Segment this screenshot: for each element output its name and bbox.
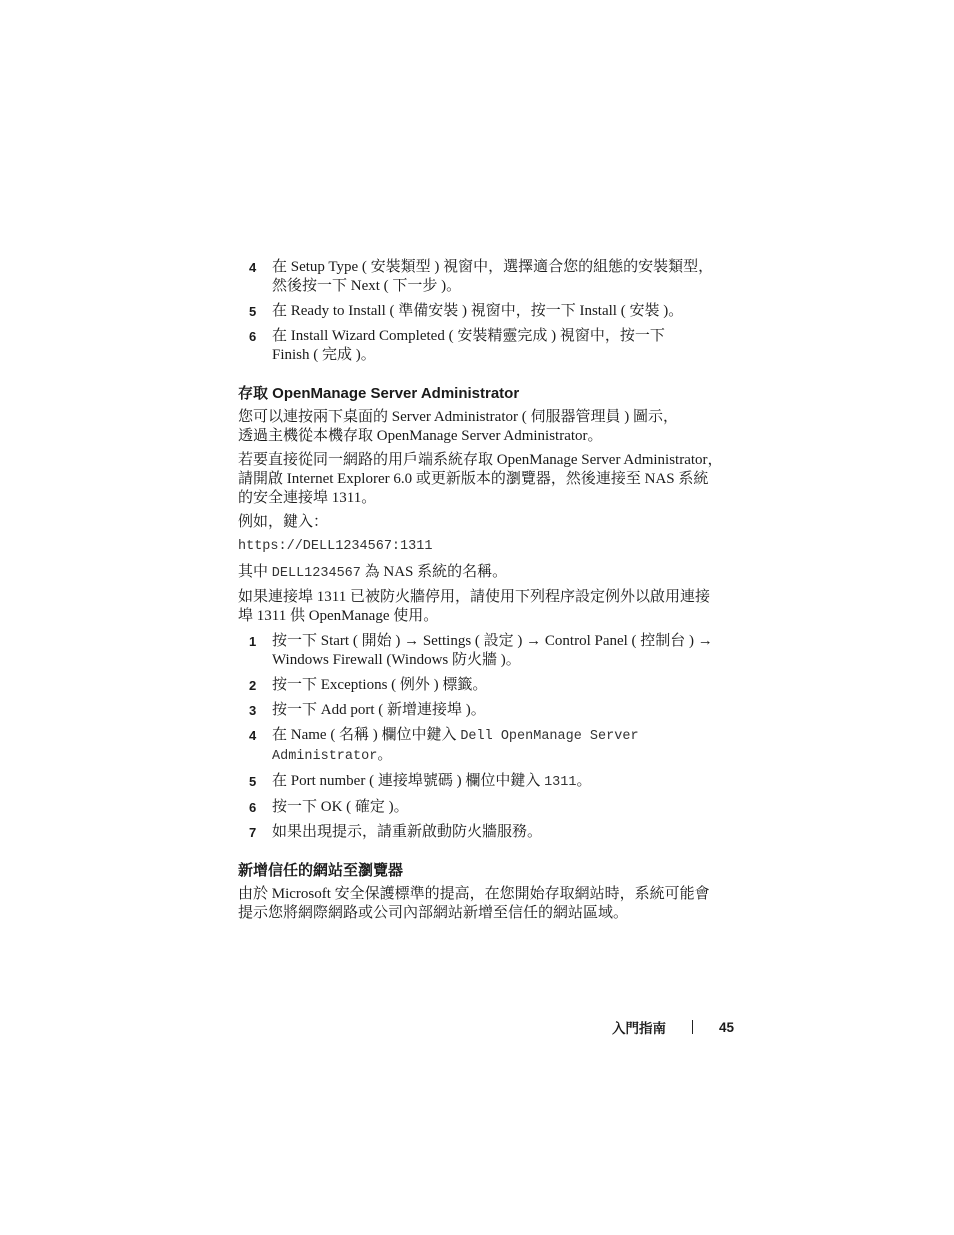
paragraph: 如果連接埠 1311 已被防火牆停用，請使用下列程序設定例外以啟用連接 埠 1311 供 OpenManage 使用。 [238, 589, 710, 624]
list-item: 2 按一下 Exceptions ( 例外 ) 標籤。 [249, 677, 488, 693]
step-number: 4 [249, 728, 257, 743]
paragraph: 您可以連按兩下桌面的 Server Administrator ( 伺服器管理員 ) 圖示， 透過主機從本機存取 OpenManage Server Administrator。 [238, 409, 678, 444]
paragraph: 例如，鍵入： [238, 514, 329, 530]
url-example: https://DELL1234567:1311 [238, 539, 433, 554]
list-item: 5 在 Port number ( 連接埠號碼 ) 欄位中鍵入 1311。 [249, 773, 592, 790]
steps-list-a [238, 258, 738, 365]
step-number: 3 [249, 703, 257, 718]
list-item: 4 在 Name ( 名稱 ) 欄位中鍵入 Dell OpenManage Server Administrator。 [249, 727, 639, 764]
list-item: 3 按一下 Add port ( 新增連接埠 )。 [249, 702, 486, 718]
step-number: 5 [249, 304, 257, 319]
footer-divider [692, 1020, 693, 1034]
step-number: 1 [249, 634, 257, 649]
step-number: 4 [249, 260, 257, 275]
paragraph: 其中 DELL1234567 為 NAS 系統的名稱。 [238, 564, 508, 581]
page-number: 45 [718, 1019, 734, 1035]
list-item: 7 如果出現提示，請重新啟動防火牆服務。 [249, 824, 543, 840]
section-heading: 新增信任的網站至瀏覽器 [238, 862, 404, 879]
step-number: 5 [249, 774, 257, 789]
page-footer [612, 1017, 734, 1037]
section-heading: 存取 OpenManage Server Administrator [238, 385, 520, 402]
paragraph: 若要直接從同一網路的用戶端系統存取 OpenManage Server Administrator， 請開啟 Internet Explorer 6.0 或更新版本的瀏覽器，然後連接至 NAS 系統 的安全連接埠 1311。 [238, 452, 723, 506]
page-content [238, 258, 738, 923]
step-number: 7 [249, 825, 257, 840]
list-item: 5 在 Ready to Install ( 準備安裝 ) 視窗中，按一下 Install ( 安裝 )。 [249, 303, 684, 319]
step-number: 2 [249, 678, 257, 693]
paragraph: 由於 Microsoft 安全保護標準的提高，在您開始存取網站時，系統可能會 提示您將網際網路或公司內部網站新增至信任的網站區域。 [238, 886, 710, 921]
footer-label: 入門指南 [611, 1021, 666, 1036]
step-number: 6 [249, 329, 257, 344]
step-number: 6 [249, 800, 257, 815]
list-item: 4 在 Setup Type ( 安裝類型 ) 視窗中，選擇適合您的組態的安裝類型， 然後按一下 Next ( 下一步 )。 [249, 259, 714, 294]
list-item: 6 在 Install Wizard Completed ( 安裝精靈完成 ) 視窗中，按一下 Finish ( 完成 )。 [249, 328, 665, 363]
list-item: 6 按一下 OK ( 確定 )。 [249, 799, 409, 815]
steps-list-b [238, 632, 738, 842]
list-item: 1 按一下 Start ( 開始 ) → Settings ( 設定 ) → Control Panel ( 控制台 ) → Windows Firewall (Windows 防火牆 )。 [249, 633, 713, 668]
